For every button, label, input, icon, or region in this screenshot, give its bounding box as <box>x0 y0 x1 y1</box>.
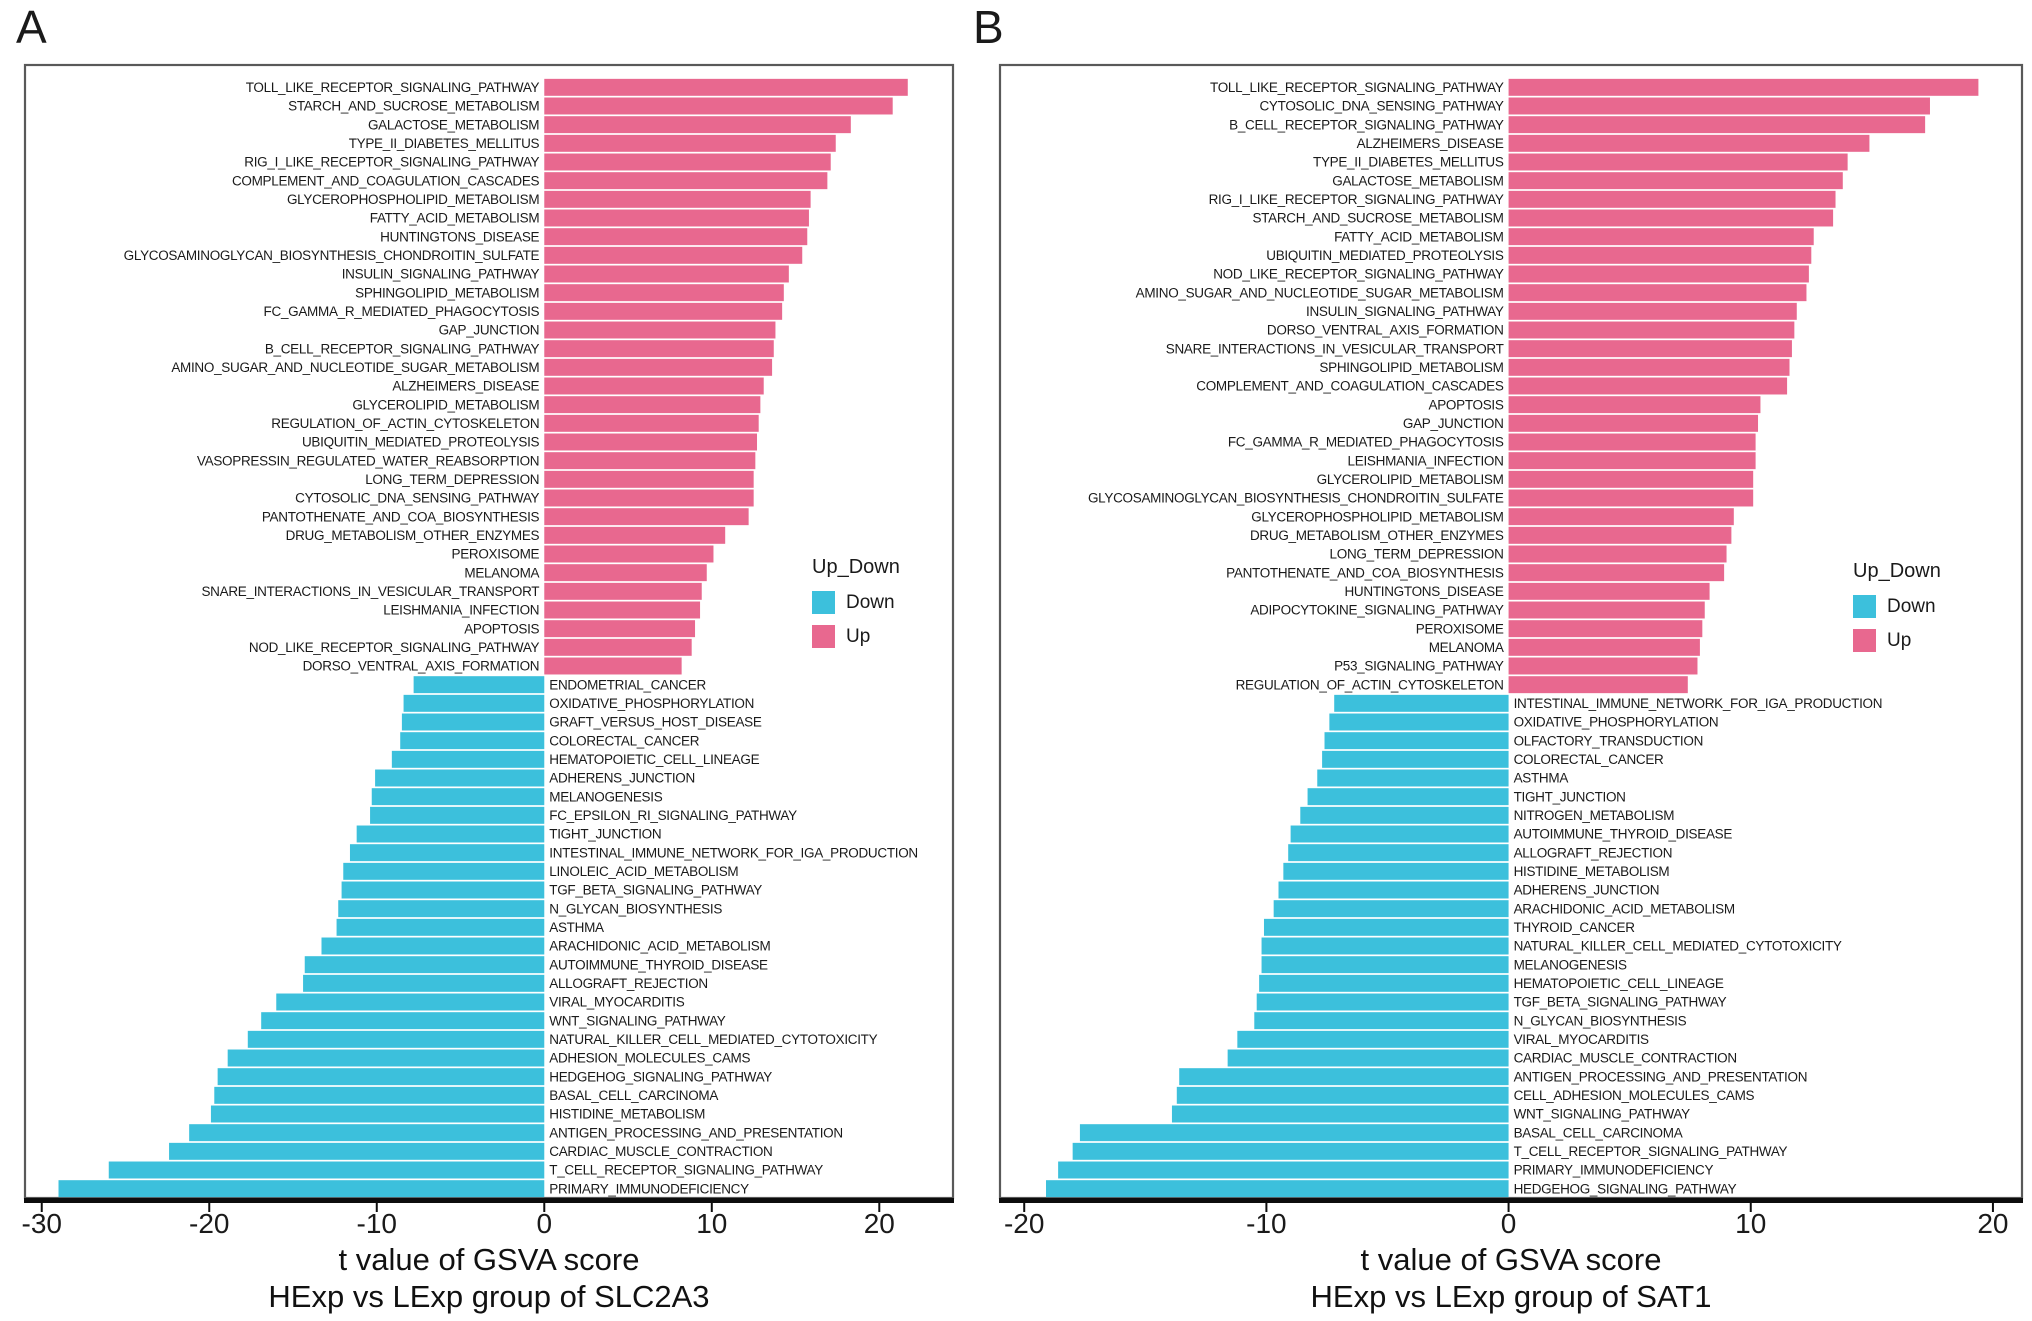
bar-label: GLYCOSAMINOGLYCAN_BIOSYNTHESIS_CHONDROITIN_SULFATE <box>123 247 540 263</box>
bar-label: LEISHMANIA_INFECTION <box>1347 453 1504 469</box>
bar-up <box>544 228 807 245</box>
bar-label: NATURAL_KILLER_CELL_MEDIATED_CYTOTOXICITY <box>1513 938 1842 954</box>
bar-up <box>1509 266 1809 283</box>
bar-down <box>1237 1031 1508 1048</box>
bar-up <box>544 546 713 563</box>
x-tick-label: 0 <box>1500 1208 1517 1239</box>
legend-label-down: Down <box>1887 595 1936 617</box>
bar-down <box>1334 695 1508 712</box>
bar-label: INSULIN_SIGNALING_PATHWAY <box>341 266 540 282</box>
bar-label: T_CELL_RECEPTOR_SIGNALING_PATHWAY <box>1513 1143 1788 1159</box>
bar-label: FC_GAMMA_R_MEDIATED_PHAGOCYTOSIS <box>263 303 540 319</box>
bar-label: LONG_TERM_DEPRESSION <box>1329 546 1504 562</box>
bar-down <box>370 807 544 824</box>
bar-up <box>544 378 763 395</box>
bar-label: B_CELL_RECEPTOR_SIGNALING_PATHWAY <box>1229 117 1504 133</box>
bar-down <box>211 1106 544 1123</box>
bar-label: PRIMARY_IMMUNODEFICIENCY <box>1513 1162 1714 1178</box>
panel-b-xaxis-title-line1: t value of GSVA score <box>1360 1242 1662 1277</box>
legend-item-down <box>1853 595 2023 618</box>
bar-down <box>214 1087 544 1104</box>
bar-label: SPHINGOLIPID_METABOLISM <box>355 285 540 301</box>
bar-up <box>1509 303 1797 320</box>
bar-label: P53_SIGNALING_PATHWAY <box>1334 658 1504 674</box>
bar-up <box>544 303 782 320</box>
x-tick-label: -20 <box>189 1208 230 1239</box>
bar-up <box>1509 602 1705 619</box>
bar-label: ANTIGEN_PROCESSING_AND_PRESENTATION <box>549 1125 843 1141</box>
bar-up <box>544 210 809 227</box>
x-axis-line <box>24 1198 954 1203</box>
bar-up <box>1509 471 1754 488</box>
bar-up <box>1509 98 1930 115</box>
bar-down <box>228 1050 545 1067</box>
bar-label: REGULATION_OF_ACTIN_CYTOSKELETON <box>1235 677 1504 693</box>
bar-down <box>1046 1180 1509 1197</box>
bar-label: OXIDATIVE_PHOSPHORYLATION <box>549 695 755 711</box>
bar-up <box>544 247 802 264</box>
bar-label: BASAL_CELL_CARCINOMA <box>549 1087 719 1103</box>
bar-label: DORSO_VENTRAL_AXIS_FORMATION <box>302 658 540 674</box>
bar-up <box>1509 154 1848 171</box>
bar-label: COLORECTAL_CANCER <box>549 733 700 749</box>
bar-label: LINOLEIC_ACID_METABOLISM <box>549 863 739 879</box>
bar-label: OXIDATIVE_PHOSPHORYLATION <box>1513 714 1719 730</box>
bar-label: AUTOIMMUNE_THYROID_DISEASE <box>549 957 768 973</box>
bar-label: OLFACTORY_TRANSDUCTION <box>1513 733 1704 749</box>
bar-label: AMINO_SUGAR_AND_NUCLEOTIDE_SUGAR_METABOLISM <box>171 359 540 375</box>
bar-down <box>189 1124 544 1141</box>
bar-up <box>1509 191 1836 208</box>
down-color-swatch-icon <box>1853 595 1876 618</box>
bar-up <box>544 79 907 96</box>
bar-down <box>400 732 544 749</box>
bar-label: VASOPRESSIN_REGULATED_WATER_REABSORPTION <box>196 453 540 469</box>
bar-up <box>544 620 695 637</box>
x-tick-label: 20 <box>863 1208 895 1239</box>
bar-up <box>544 172 827 189</box>
bar-label: PEROXISOME <box>451 546 540 562</box>
bar-down <box>109 1162 545 1179</box>
bar-down <box>1279 882 1509 899</box>
bar-up <box>1509 79 1979 96</box>
panel-b-legend <box>1853 560 2023 663</box>
bar-down <box>1317 770 1508 787</box>
bar-label: APOPTOSIS <box>464 621 540 637</box>
bar-label: FATTY_ACID_METABOLISM <box>1334 229 1504 245</box>
bar-label: GLYCOSAMINOGLYCAN_BIOSYNTHESIS_CHONDROITIN_SULFATE <box>1087 490 1504 506</box>
bar-down <box>357 826 545 843</box>
legend-title: Up_Down <box>1853 560 1941 582</box>
bar-label: AUTOIMMUNE_THYROID_DISEASE <box>1513 826 1733 842</box>
x-tick-label: 0 <box>536 1208 553 1239</box>
bar-up <box>544 583 701 600</box>
bar-label: CARDIAC_MUSCLE_CONTRACTION <box>549 1143 773 1159</box>
bar-label: MELANOMA <box>1428 639 1504 655</box>
bar-down <box>169 1143 544 1160</box>
bar-label: GALACTOSE_METABOLISM <box>367 117 540 133</box>
bar-down <box>402 714 544 731</box>
bar-up <box>1509 172 1843 189</box>
bar-down <box>1283 863 1508 880</box>
bar-label: INTESTINAL_IMMUNE_NETWORK_FOR_IGA_PRODUCTION <box>1513 695 1883 711</box>
bar-down <box>59 1180 545 1197</box>
bar-up <box>544 191 810 208</box>
bar-label: PANTOTHENATE_AND_COA_BIOSYNTHESIS <box>1226 565 1504 581</box>
bar-label: HEMATOPOIETIC_CELL_LINEAGE <box>549 751 760 767</box>
bar-up <box>544 564 706 581</box>
bar-up <box>1509 564 1725 581</box>
bar-down <box>1073 1143 1509 1160</box>
bar-down <box>1300 807 1508 824</box>
bar-label: BASAL_CELL_CARCINOMA <box>1513 1125 1683 1141</box>
bar-label: ALZHEIMERS_DISEASE <box>1356 135 1504 151</box>
bar-label: ADHESION_MOLECULES_CAMS <box>549 1050 751 1066</box>
bar-label: WNT_SIGNALING_PATHWAY <box>1513 1106 1690 1122</box>
bar-label: ASTHMA <box>549 919 604 935</box>
bar-label: REGULATION_OF_ACTIN_CYTOSKELETON <box>271 415 540 431</box>
bar-label: INTESTINAL_IMMUNE_NETWORK_FOR_IGA_PRODUCTION <box>549 845 918 861</box>
bar-up <box>1509 135 1870 152</box>
bar-label: FATTY_ACID_METABOLISM <box>369 210 540 226</box>
bar-up <box>544 396 760 413</box>
panel-a-legend <box>812 556 982 659</box>
bar-up <box>1509 639 1700 656</box>
bar-label: MELANOGENESIS <box>1513 957 1627 973</box>
bar-label: CYTOSOLIC_DNA_SENSING_PATHWAY <box>1259 98 1504 114</box>
bar-down <box>338 900 544 917</box>
bar-label: TGF_BETA_SIGNALING_PATHWAY <box>549 882 763 898</box>
bar-label: N_GLYCAN_BIOSYNTHESIS <box>1513 1013 1687 1029</box>
bar-label: APOPTOSIS <box>1428 397 1504 413</box>
bar-label: TYPE_II_DIABETES_MELLITUS <box>348 135 540 151</box>
bar-label: ADIPOCYTOKINE_SIGNALING_PATHWAY <box>1250 602 1504 618</box>
bar-down <box>1262 938 1509 955</box>
bar-up <box>544 266 789 283</box>
bar-label: SPHINGOLIPID_METABOLISM <box>1319 359 1504 375</box>
bar-down <box>1274 900 1509 917</box>
bar-label: MELANOGENESIS <box>549 789 663 805</box>
bar-label: CYTOSOLIC_DNA_SENSING_PATHWAY <box>295 490 540 506</box>
bar-label: DORSO_VENTRAL_AXIS_FORMATION <box>1266 322 1504 338</box>
bar-label: ENDOMETRIAL_CANCER <box>549 677 706 693</box>
bar-label: TOLL_LIKE_RECEPTOR_SIGNALING_PATHWAY <box>1210 79 1504 95</box>
bar-up <box>1509 322 1795 339</box>
bar-down <box>1264 919 1509 936</box>
bar-label: ADHERENS_JUNCTION <box>549 770 695 786</box>
bar-down <box>1179 1068 1508 1085</box>
panel-a-xaxis-title-line2: HExp vs LExp group of SLC2A3 <box>268 1279 710 1314</box>
bar-down <box>248 1031 544 1048</box>
legend-item-up <box>1853 629 2023 652</box>
bar-up <box>1509 434 1756 451</box>
bar-label: PANTOTHENATE_AND_COA_BIOSYNTHESIS <box>261 509 540 525</box>
x-axis-line <box>999 1198 2023 1203</box>
bar-down <box>1262 956 1509 973</box>
bar-up <box>544 527 725 544</box>
bar-up <box>544 471 753 488</box>
x-tick-label: 10 <box>1735 1208 1767 1239</box>
bar-up <box>1509 415 1758 432</box>
bar-down <box>392 751 544 768</box>
bar-up <box>544 434 757 451</box>
bar-up <box>1509 228 1814 245</box>
bar-label: NOD_LIKE_RECEPTOR_SIGNALING_PATHWAY <box>248 639 540 655</box>
bar-up <box>1509 378 1788 395</box>
bar-label: LONG_TERM_DEPRESSION <box>365 471 540 487</box>
bar-label: STARCH_AND_SUCROSE_METABOLISM <box>1252 210 1504 226</box>
x-tick-label: 10 <box>696 1208 728 1239</box>
legend-title: Up_Down <box>812 556 900 578</box>
bar-label: UBIQUITIN_MEDIATED_PROTEOLYSIS <box>1266 247 1504 263</box>
panel-a-xaxis-title-line1: t value of GSVA score <box>338 1242 640 1277</box>
bar-label: UBIQUITIN_MEDIATED_PROTEOLYSIS <box>301 434 540 450</box>
bar-down <box>342 882 545 899</box>
bar-label: AMINO_SUGAR_AND_NUCLEOTIDE_SUGAR_METABOLISM <box>1135 285 1504 301</box>
bar-up <box>1509 247 1812 264</box>
bar-up <box>544 658 681 675</box>
bar-label: ARACHIDONIC_ACID_METABOLISM <box>549 938 771 954</box>
up-color-swatch-icon <box>812 625 835 648</box>
bar-up <box>544 602 700 619</box>
bar-up <box>544 135 835 152</box>
bar-label: TYPE_II_DIABETES_MELLITUS <box>1313 154 1504 170</box>
panel-b-letter: B <box>973 1 1004 53</box>
bar-down <box>1308 788 1509 805</box>
bar-down <box>343 863 544 880</box>
bar-up <box>544 98 892 115</box>
bar-up <box>1509 490 1754 507</box>
x-tick-label: -30 <box>21 1208 62 1239</box>
bar-label: FC_EPSILON_RI_SIGNALING_PATHWAY <box>549 807 797 823</box>
panel-a-letter: A <box>16 1 47 53</box>
bar-up <box>1509 676 1688 693</box>
up-color-swatch-icon <box>1853 629 1876 652</box>
bar-label: STARCH_AND_SUCROSE_METABOLISM <box>288 98 540 114</box>
bar-down <box>305 956 545 973</box>
bar-label: ARACHIDONIC_ACID_METABOLISM <box>1513 901 1735 917</box>
bar-down <box>1254 1012 1508 1029</box>
bar-up <box>544 490 753 507</box>
bar-label: COMPLEMENT_AND_COAGULATION_CASCADES <box>231 173 540 189</box>
bar-up <box>1509 658 1698 675</box>
bar-up <box>1509 508 1734 525</box>
bar-label: FC_GAMMA_R_MEDIATED_PHAGOCYTOSIS <box>1227 434 1504 450</box>
bar-up <box>1509 396 1761 413</box>
bar-up <box>1509 620 1703 637</box>
bar-up <box>1509 527 1732 544</box>
bar-up <box>544 415 758 432</box>
legend-label-down: Down <box>846 591 895 613</box>
bar-up <box>1509 583 1710 600</box>
bar-label: LEISHMANIA_INFECTION <box>383 602 540 618</box>
bar-up <box>544 284 784 301</box>
bar-label: HUNTINGTONS_DISEASE <box>380 229 540 245</box>
bar-label: TOLL_LIKE_RECEPTOR_SIGNALING_PATHWAY <box>245 79 540 95</box>
bar-label: ALLOGRAFT_REJECTION <box>549 975 708 991</box>
bar-label: MELANOMA <box>464 565 540 581</box>
bar-label: SNARE_INTERACTIONS_IN_VESICULAR_TRANSPORT <box>1165 341 1504 357</box>
bar-label: VIRAL_MYOCARDITIS <box>1513 1031 1649 1047</box>
bar-label: THYROID_CANCER <box>1513 919 1635 935</box>
bar-label: ADHERENS_JUNCTION <box>1513 882 1660 898</box>
bar-label: RIG_I_LIKE_RECEPTOR_SIGNALING_PATHWAY <box>1208 191 1504 207</box>
x-tick-label: -10 <box>356 1208 398 1239</box>
bar-down <box>261 1012 544 1029</box>
bar-label: GRAFT_VERSUS_HOST_DISEASE <box>549 714 762 730</box>
legend-item-up <box>812 625 982 648</box>
bar-label: GAP_JUNCTION <box>438 322 540 338</box>
panel-b-xaxis-title-line2: HExp vs LExp group of SAT1 <box>1310 1279 1712 1314</box>
bar-down <box>350 844 544 861</box>
legend-label-up: Up <box>1887 629 1912 651</box>
bar-down <box>303 975 544 992</box>
bar-label: ANTIGEN_PROCESSING_AND_PRESENTATION <box>1513 1069 1808 1085</box>
bar-down <box>1329 714 1508 731</box>
bar-label: T_CELL_RECEPTOR_SIGNALING_PATHWAY <box>549 1162 823 1178</box>
bar-down <box>1291 826 1509 843</box>
bar-label: GLYCEROLIPID_METABOLISM <box>352 397 540 413</box>
bar-label: VIRAL_MYOCARDITIS <box>549 994 685 1010</box>
bar-label: CELL_ADHESION_MOLECULES_CAMS <box>1513 1087 1755 1103</box>
bar-label: TIGHT_JUNCTION <box>549 826 662 842</box>
legend-label-up: Up <box>846 625 871 647</box>
bar-up <box>544 508 748 525</box>
bar-label: COMPLEMENT_AND_COAGULATION_CASCADES <box>1196 378 1504 394</box>
bar-up <box>544 340 773 357</box>
bar-up <box>1509 359 1790 376</box>
bar-down <box>1172 1106 1509 1123</box>
bar-up <box>544 322 775 339</box>
bar-up <box>544 359 772 376</box>
x-tick-label: -10 <box>1246 1208 1287 1239</box>
bar-down <box>1257 994 1509 1011</box>
bar-label: HISTIDINE_METABOLISM <box>1513 863 1670 879</box>
bar-label: B_CELL_RECEPTOR_SIGNALING_PATHWAY <box>264 341 540 357</box>
bar-label: ALLOGRAFT_REJECTION <box>1513 845 1673 861</box>
bar-down <box>1322 751 1508 768</box>
bar-label: GLYCEROPHOSPHOLIPID_METABOLISM <box>1251 509 1504 525</box>
down-color-swatch-icon <box>812 591 835 614</box>
bar-label: GALACTOSE_METABOLISM <box>1332 173 1504 189</box>
bar-label: PEROXISOME <box>1415 621 1504 637</box>
bar-up <box>1509 116 1926 133</box>
bar-down <box>372 788 545 805</box>
bar-up <box>1509 284 1807 301</box>
bar-label: HISTIDINE_METABOLISM <box>549 1106 706 1122</box>
bar-down <box>404 695 545 712</box>
bar-down <box>1080 1124 1509 1141</box>
bar-label: DRUG_METABOLISM_OTHER_ENZYMES <box>1249 527 1504 543</box>
bar-up <box>544 154 830 171</box>
bar-up <box>1509 210 1834 227</box>
bar-label: TIGHT_JUNCTION <box>1513 789 1626 805</box>
bar-label: NITROGEN_METABOLISM <box>1513 807 1675 823</box>
bar-label: SNARE_INTERACTIONS_IN_VESICULAR_TRANSPORT <box>201 583 540 599</box>
bar-down <box>1288 844 1508 861</box>
bar-down <box>1177 1087 1509 1104</box>
bar-label: INSULIN_SIGNALING_PATHWAY <box>1306 303 1504 319</box>
bar-label: ALZHEIMERS_DISEASE <box>392 378 540 394</box>
bar-down <box>1259 975 1508 992</box>
bar-up <box>1509 340 1792 357</box>
bar-label: DRUG_METABOLISM_OTHER_ENZYMES <box>285 527 540 543</box>
x-tick-label: 20 <box>1977 1208 2009 1239</box>
bar-label: NOD_LIKE_RECEPTOR_SIGNALING_PATHWAY <box>1213 266 1504 282</box>
bar-down <box>1058 1162 1508 1179</box>
bar-down <box>1228 1050 1509 1067</box>
bar-label: PRIMARY_IMMUNODEFICIENCY <box>549 1181 749 1197</box>
bar-down <box>321 938 544 955</box>
bar-down <box>375 770 544 787</box>
bar-down <box>218 1068 545 1085</box>
bar-label: GLYCEROPHOSPHOLIPID_METABOLISM <box>286 191 540 207</box>
bar-label: HEDGEHOG_SIGNALING_PATHWAY <box>549 1069 773 1085</box>
bar-label: N_GLYCAN_BIOSYNTHESIS <box>549 901 723 917</box>
bar-label: COLORECTAL_CANCER <box>1513 751 1664 767</box>
bar-label: HUNTINGTONS_DISEASE <box>1344 583 1504 599</box>
bar-label: WNT_SIGNALING_PATHWAY <box>549 1013 726 1029</box>
bar-label: GAP_JUNCTION <box>1402 415 1504 431</box>
bar-down <box>414 676 545 693</box>
x-tick-label: -20 <box>1003 1208 1045 1239</box>
bar-label: TGF_BETA_SIGNALING_PATHWAY <box>1513 994 1727 1010</box>
legend-item-down <box>812 591 982 614</box>
bar-down <box>276 994 544 1011</box>
bar-label: RIG_I_LIKE_RECEPTOR_SIGNALING_PATHWAY <box>244 154 540 170</box>
bar-label: GLYCEROLIPID_METABOLISM <box>1316 471 1504 487</box>
bar-label: HEDGEHOG_SIGNALING_PATHWAY <box>1513 1181 1737 1197</box>
bar-label: CARDIAC_MUSCLE_CONTRACTION <box>1513 1050 1737 1066</box>
bar-label: NATURAL_KILLER_CELL_MEDIATED_CYTOTOXICITY <box>549 1031 878 1047</box>
bar-down <box>337 919 545 936</box>
bar-up <box>544 452 755 469</box>
bar-up <box>1509 452 1756 469</box>
bar-up <box>544 639 691 656</box>
bar-up <box>544 116 851 133</box>
bar-up <box>1509 546 1727 563</box>
bar-down <box>1325 732 1509 749</box>
bar-label: HEMATOPOIETIC_CELL_LINEAGE <box>1513 975 1724 991</box>
bar-label: ASTHMA <box>1513 770 1569 786</box>
